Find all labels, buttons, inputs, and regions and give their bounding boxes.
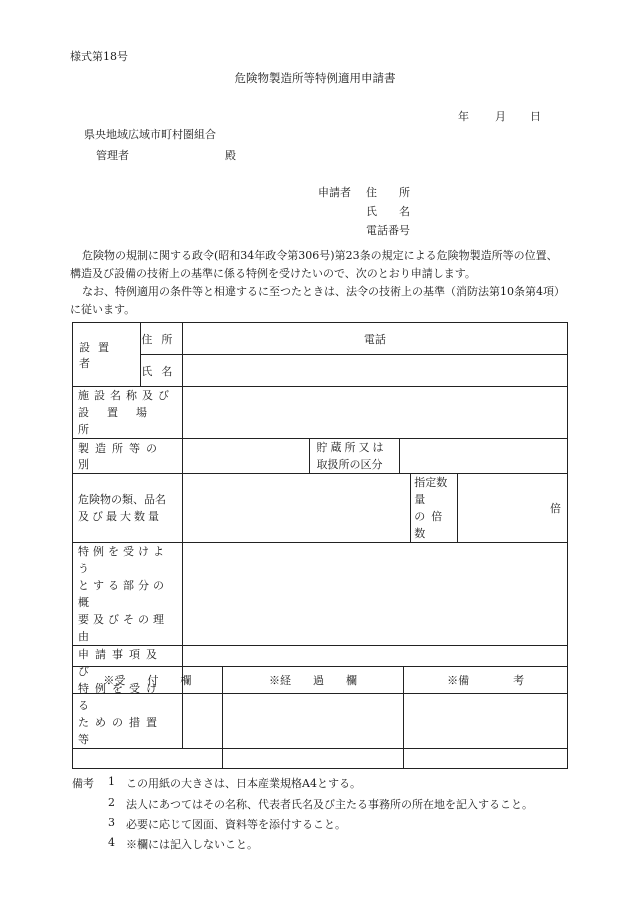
hazmat-field[interactable]: [182, 474, 410, 543]
applicant-label: 申請者: [318, 186, 351, 199]
reception-field: [73, 694, 223, 769]
applicant-phone-label: 電話番号: [366, 224, 410, 237]
measures-label: 申請事項及び 特例を受ける ための措置等: [73, 646, 183, 749]
note-3-text: 必要に応じて図面、資料等を添付すること。: [126, 818, 346, 831]
progress-field: [222, 694, 404, 769]
address-label: 住所: [140, 323, 182, 355]
applicant-address-label: 住 所: [366, 186, 410, 199]
hazmat-label: 危険物の類、品名 及び最大数量: [73, 474, 183, 543]
addressee-manager: 管理者: [96, 149, 129, 162]
designated-quantity-label: 指定数量 の倍数: [411, 474, 458, 543]
applicant-name-label: 氏 名: [366, 205, 410, 218]
remarks-field: [404, 694, 568, 769]
addressee-org: 県央地域広域市町村圏組合: [84, 128, 216, 141]
note-3-number: 3: [108, 816, 115, 829]
note-2-text: 法人にあつてはその名称、代表者氏名及び主たる事務所の所在地を記入すること。: [126, 798, 533, 811]
remarks-header: ※備 考: [404, 667, 568, 694]
note-1-number: 1: [108, 775, 115, 788]
designated-quantity-field[interactable]: [458, 474, 568, 543]
note-1-text: この用紙の大きさは、日本産業規格A4とする。: [126, 777, 361, 790]
multiplier-unit: 倍: [550, 502, 561, 515]
body-paragraph-2: なお、特例適用の条件等と相違するに至つたときは、法令の技術上の基準（消防法第10条第4項）に従います。: [70, 285, 565, 316]
note-2-number: 2: [108, 796, 115, 809]
office-use-table: [72, 666, 568, 769]
body-paragraph-1: 危険物の規制に関する政令(昭和34年政令第306号)第23条の規定による危険物製造所等の位置、構造及び設備の技術上の基準に係る特例を受けたいので、次のとおり申請します。: [70, 249, 558, 280]
facility-field[interactable]: [182, 387, 567, 439]
special-reason-field[interactable]: [182, 543, 567, 646]
addressee-honorific: 殿: [225, 149, 236, 162]
reception-header: ※受 付 欄: [73, 667, 223, 694]
storage-category-field[interactable]: [400, 439, 568, 474]
facility-label: 施設名称及び 設置場所: [73, 387, 183, 439]
category-field[interactable]: [182, 439, 310, 474]
page-title: 危険物製造所等特例適用申請書: [234, 71, 396, 85]
special-reason-label: 特例を受けよう とする部分の概 要及びその理由: [73, 543, 183, 646]
name-field[interactable]: [182, 355, 567, 387]
notes-label: 備考: [72, 777, 94, 790]
name-label: 氏名: [140, 355, 182, 387]
storage-category-label: 貯蔵所又は 取扱所の区分: [310, 439, 400, 474]
note-4-text: ※欄には記入しないこと。: [126, 838, 258, 851]
phone-label: 電話: [363, 332, 386, 346]
installer-label: 設置者: [73, 323, 141, 387]
category-label: 製造所等の別: [73, 439, 183, 474]
progress-header: ※経 過 欄: [222, 667, 404, 694]
note-4-number: 4: [108, 836, 115, 849]
date-day-label: 日: [530, 110, 541, 123]
date-month-label: 月: [495, 110, 506, 123]
form-number: 様式第18号: [70, 50, 128, 63]
address-field[interactable]: [182, 323, 567, 355]
date-year-label: 年: [458, 110, 469, 123]
